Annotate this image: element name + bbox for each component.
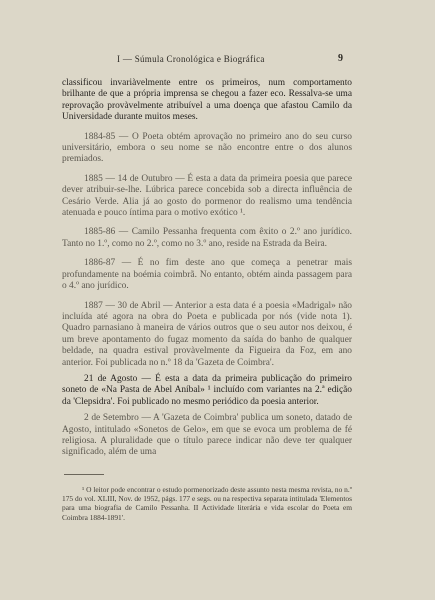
paragraph-continuation: classificou invariàvelmente entre os primeiros, num comportamento brilhante de que a própria imprensa se chegou a fazer eco. Ressalva-se uma reprovação provàvelmente atribuível a uma doença que afastou Camilo da Universidade durante muitos meses. xyxy=(62,78,352,123)
paragraph-2-setembro: 2 de Setembro — A 'Gazeta de Coimbra' publica um soneto, datado de Agosto, intitulado «Sonetos de Gelo», em que se evoca um problema de fé religiosa. A pluralidade que o título parece indicar não deve ter qualquer significado, além de uma xyxy=(62,413,352,458)
footnote: ¹ O leitor pode encontrar o estudo pormenorizado deste assunto nesta mesma revista, no n.º 175 do vol. XLIII, Nov. de 1952, págs. 177 e segs. ou na respectiva separata intitulada 'Elementos para uma biografia de Camilo Pessanha. II Actividade literária e vida escolar do Poeta em Coimbra 1884-1891'. xyxy=(62,485,352,522)
paragraph-1884-85: 1884-85 — O Poeta obtém aprovação no primeiro ano do seu curso universitário, embora o seu nome se não encontre entre o dos alunos premiados. xyxy=(62,131,352,165)
page-number: 9 xyxy=(338,53,343,64)
footnote-rule xyxy=(64,474,104,475)
paragraph-1886-87: 1886-87 — É no fim deste ano que começa a penetrar mais profundamente na boémia coimbrã. No entanto, obtém ainda passagem para o 4.º ano jurídico. xyxy=(62,258,352,292)
paragraph-1885-86: 1885-86 — Camilo Pessanha frequenta com êxito o 2.º ano jurídico. Tanto no 1.º, como no 2.º, como no 3.º ano, reside na Estrada da Beira. xyxy=(62,227,352,249)
running-head: I — Súmula Cronológica e Biográfica xyxy=(117,54,265,64)
body-text xyxy=(62,78,352,464)
paragraph-21-agosto: 21 de Agosto — É esta a data da primeira publicação do primeiro soneto de «Na Pasta de Abel Aníbal» ¹ incluído com variantes na 2.ª edição da 'Clepsidra'. Foi publicado no mesmo periódico da poesia anterior. xyxy=(62,373,352,407)
paragraph-1885: 1885 — 14 de Outubro — É esta a data da primeira poesia que parece dever atribuir-se-lhe. Lúbrica parece concebida sob a directa influência de Cesário Verde. Alia já ao gosto do pormenor do realismo uma tendência atenuada e pouco íntima para o motivo exótico ¹. xyxy=(62,173,352,219)
paragraph-1887-april: 1887 — 30 de Abril — Anterior a esta data é a poesia «Madrigal» não incluída até agora na obra do Poeta e publicada por nós (vide nota 1). Quadro parnasiano à maneira de vários outros que o seu autor nos deixou, é um breve apontamento do fugaz momento da saída do banho de qualquer beldade, na quadra estival provàvelmente da Figueira da Foz, em ano anterior. Foi publicada no n.º 18 da 'Gazeta de Coimbra'. xyxy=(62,300,352,368)
